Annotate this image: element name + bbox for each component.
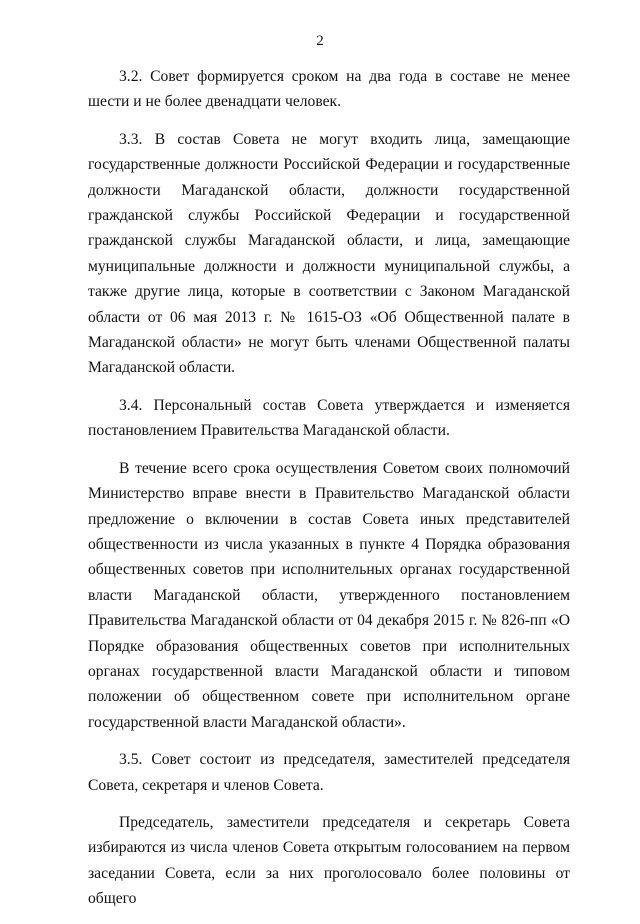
- paragraph-3-4-continued: В течение всего срока осуществления Советом своих полномочий Министерство вправе внести в Правительство Магаданской области предложение о включении в состав Совета иных представителей общественности из числа указанных в пункте 4 Порядка образования общественных советов при исполнительных органах государственной власти Магаданской области, утвержденного постановлением Правительства Магаданской области от 04 декабря 2015 г. № 826-пп «О Порядке образования общественных советов при исполнительных органах государственной власти Магаданской области и типовом положении об общественном совете при исполнительном органе государственной власти Магаданской области».: [88, 459, 570, 731]
- document-body: [88, 64, 570, 924]
- paragraph-3-5: 3.5. Совет состоит из председателя, заместителей председателя Совета, секретаря и членов Совета.: [88, 751, 570, 794]
- paragraph-3-2: 3.2. Совет формируется сроком на два года в составе не менее шести и не более двенадцати человек.: [88, 68, 570, 111]
- paragraph-3-4: 3.4. Персональный состав Совета утверждается и изменяется постановлением Правительства Магаданской области.: [88, 396, 570, 440]
- page-number: 2: [316, 33, 324, 49]
- paragraph-3-5-continued: Председатель, заместители председателя и секретарь Совета избираются из числа членов Совета открытым голосованием на первом заседании Совета, если за них проголосовало более половины от общего: [88, 813, 570, 908]
- paragraph-3-3: 3.3. В состав Совета не могут входить лица, замещающие государственные должности Российской Федерации и государственные должности Магаданской области, должности государственной гражданской службы Российской Федерации и государственной гражданской службы Магаданской области, и лица, замещающие муниципальные должности и должности муниципальной службы, а также другие лица, которые в соответствии с Законом Магаданской области от 06 мая 2013 г. № 1615-ОЗ «Об Общественной палате в Магаданской области» не могут быть членами Общественной палаты Магаданской области.: [88, 130, 570, 377]
